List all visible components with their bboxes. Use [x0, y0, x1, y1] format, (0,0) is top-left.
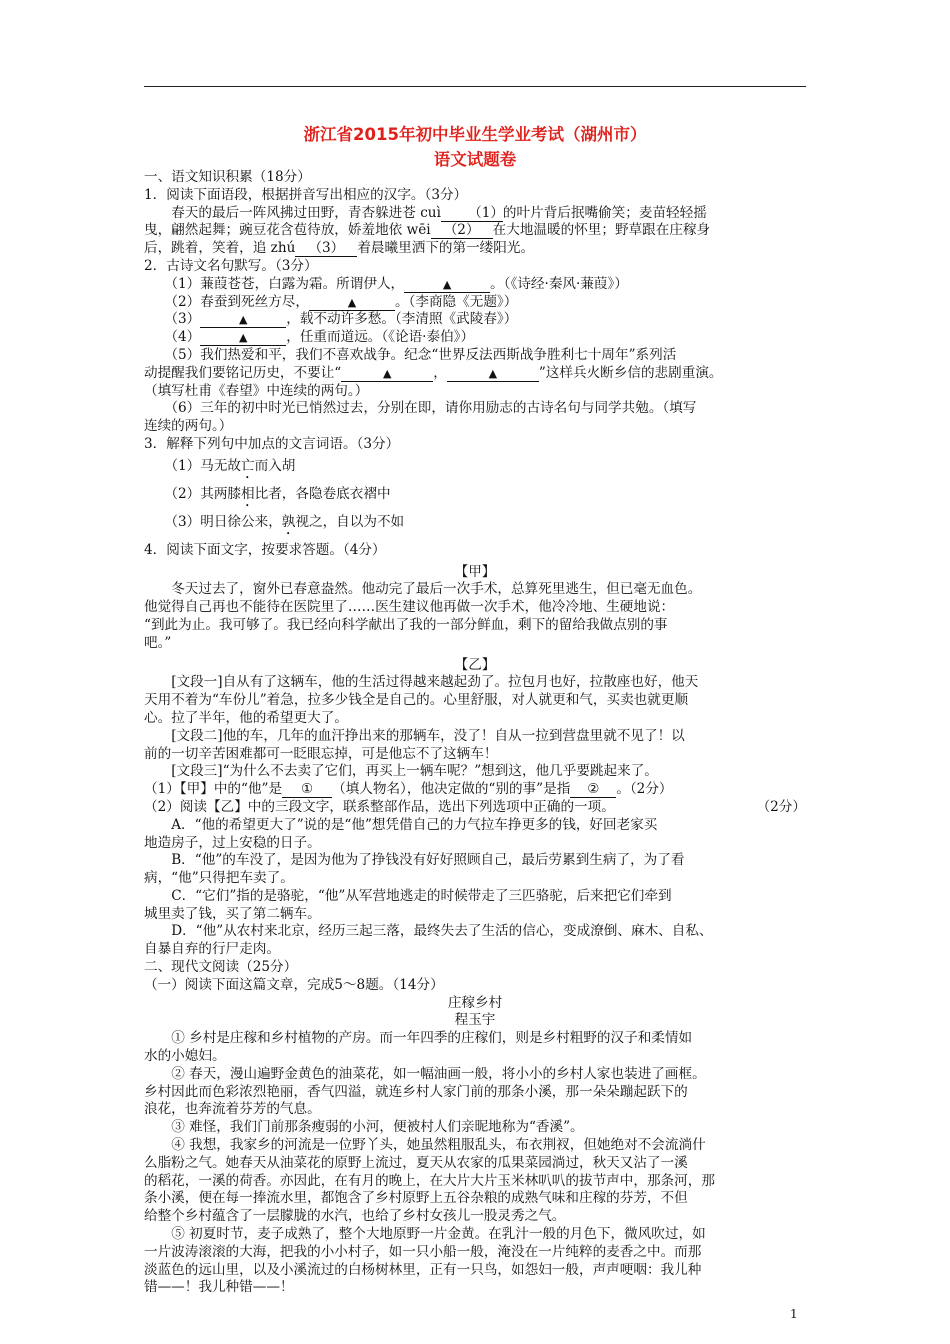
answer-blank[interactable]: ②	[570, 782, 616, 798]
question-stem: 4．阅读下面文字，按要求答题。（4分）	[144, 541, 386, 558]
sub-question: （1）【甲】中的“他”是 ① （填人物名），他决定做的“别的事”是指 ② 。（2分）	[144, 781, 673, 798]
article-paragraph-line: 条小溪，便在每一捧流水里，都饱含了乡村原野上五谷杂粮的成熟气味和庄稼的芬芳，不但	[144, 1190, 688, 1207]
poem-item: （5）我们热爱和平，我们不喜欢战争。纪念“世界反法西斯战争胜利七十周年”系列活	[164, 346, 677, 363]
answer-blank[interactable]: ▲	[200, 330, 286, 346]
option-a: A．“他的希望更大了”说的是“他”想凭借自己的力气拉车挣更多的钱，好回老家买	[171, 816, 658, 833]
exam-body	[144, 169, 806, 1297]
option-b: B．“他”的车没了，是因为他为了挣钱没有好好照顾自己，最后劳累到生病了，为了看	[171, 852, 685, 869]
answer-blank[interactable]: ▲	[341, 366, 433, 382]
question-stem: 1．阅读下面语段，根据拼音写出相应的汉字。（3分）	[144, 186, 468, 203]
page-number: 1	[790, 1307, 798, 1321]
poem-item: （2）春蚕到死丝方尽， ▲ 。（李商隐《无题》）	[164, 293, 518, 310]
passage-text: [文段一]自从有了这辆车，他的生活过得越来越起劲了。拉包月也好，拉散座也好，他天	[171, 674, 699, 691]
article-author: 程玉宇	[454, 1012, 496, 1029]
q1-paragraph-line: 曳，翩然起舞；豌豆花含苞待放，娇羞地依 wēi （2） 在大地温暖的怀里；野草跟在庄稼身	[144, 222, 711, 239]
article-paragraph-line: 淡蓝色的远山里，以及小溪流过的白杨树林里，正有一只鸟，如怨妇一般，声声哽咽：我儿种	[144, 1261, 702, 1278]
passage-text: 他觉得自己再也不能待在医院里了……医生建议他再做一次手术，他冷冷地、生硬地说：	[144, 599, 675, 616]
classical-item: （2）其两膝相比者，各隐卷底衣褶中	[164, 485, 391, 502]
article-paragraph-line: 错——！我儿种错——！	[144, 1279, 294, 1296]
article-paragraph-line: 乡村因此而色彩浓烈艳丽，香气四溢，就连乡村人家门前的那条小溪，那一朵朵蹦起跃下的	[144, 1083, 688, 1100]
article-paragraph-line: 一片波涛滚滚的大海，把我的小小村子，如一只小船一般，淹没在一片纯粹的麦香之中。而那	[144, 1243, 702, 1260]
poem-item-line: 连续的两句。）	[144, 418, 233, 435]
sub-question: （2）阅读【乙】中的三段文字，联系整部作品，选出下列选项中正确的一项。 （2分）	[144, 798, 806, 815]
article-paragraph-line: 给整个乡村蕴含了一层朦胧的水汽，也给了乡村女孩儿一股灵秀之气。	[144, 1208, 566, 1225]
passage-label: 【乙】	[454, 656, 496, 673]
classical-item: （3）明日徐公来，孰视之，自以为不如	[164, 513, 405, 530]
article-paragraph: ⑤ 初夏时节，麦子成熟了，整个大地原野一片金黄。在乳汁一般的月色下，微风吹过，如	[171, 1226, 706, 1243]
passage-text: 吧。”	[144, 634, 172, 651]
passage-label: 【甲】	[454, 563, 496, 580]
article-paragraph-line: 的稻花，一溪的荷香。亦因此，在有月的晚上，在大片大片玉米林叭叭的拔节声中，那条河，那	[144, 1172, 715, 1189]
question-stem: 3．解释下列句中加点的文言词语。（3分）	[144, 435, 400, 452]
answer-blank[interactable]: ▲	[200, 312, 286, 328]
question-stem: 2．古诗文名句默写。（3分）	[144, 257, 318, 274]
answer-blank[interactable]: ▲	[404, 277, 490, 293]
answer-blank[interactable]: ▲	[309, 295, 395, 311]
passage-text: 心。拉了半年，他的希望更大了。	[144, 709, 348, 726]
exam-subtitle: 语文试题卷	[433, 150, 517, 169]
q1-paragraph-line: 后，跳着，笑着，追 zhú （3） 着晨曦里洒下的第一缕阳光。	[144, 240, 535, 257]
passage-text: [文段三]“为什么不去卖了它们，再买上一辆车呢？”想到这，他几乎要跳起来了。	[171, 763, 658, 780]
poem-item: （1）蒹葭苍苍，白露为霜。所谓伊人， ▲ 。（《诗经·秦风·蒹葭》）	[164, 275, 628, 292]
option-c-line: 城里卖了钱，买了第二辆车。	[144, 905, 321, 922]
answer-blank[interactable]: （2）	[431, 223, 493, 239]
q1-paragraph: 春天的最后一阵风拂过田野，青杏躲进苍 cuì （1）的叶片背后抿嘴偷笑；麦苗轻轻摇	[171, 204, 707, 221]
passage-text: 前的一切辛苦困难都可一眨眼忘掉，可是他忘不了这辆车！	[144, 745, 498, 762]
option-d-line: 自暴自弃的行尸走肉。	[144, 941, 280, 958]
article-paragraph: ② 春天，漫山遍野金黄色的油菜花，如一幅油画一般，将小小的乡村人家也装进了画框。	[171, 1065, 706, 1082]
answer-blank[interactable]: （3）	[295, 241, 357, 257]
passage-text: [文段二]他的车，几年的血汗挣出来的那辆车，没了！自从一拉到营盘里就不见了！以	[171, 727, 685, 744]
poem-item: （6）三年的初中时光已悄然过去，分别在即，请你用励志的古诗名句与同学共勉。（填写	[164, 400, 697, 417]
article-paragraph: ① 乡村是庄稼和乡村植物的产房。而一年四季的庄稼们，则是乡村粗野的汉子和柔情如	[171, 1030, 693, 1047]
classical-item: （1）马无故亡而入胡	[164, 457, 296, 474]
poem-item-line: （填写杜甫《春望》中连续的两句。）	[144, 382, 369, 399]
section-subheading: （一）阅读下面这篇文章，完成5～8题。（14分）	[144, 976, 444, 993]
article-paragraph-line: 浪花，也奔流着芬芳的气息。	[144, 1101, 321, 1118]
article-paragraph: ④ 我想，我家乡的河流是一位野丫头，她虽然粗服乱头，布衣荆衩，但她绝对不会流淌什	[171, 1137, 706, 1154]
poem-item-line: 动提醒我们要铭记历史，不要让“ ▲ ， ▲ ”这样兵火断乡信的悲剧重演。	[144, 364, 723, 381]
answer-blank[interactable]: ▲	[447, 366, 539, 382]
header-rule	[144, 86, 806, 87]
article-paragraph: ③ 难怪，我们门前那条瘦弱的小河，便被村人们亲昵地称为“香溪”。	[171, 1119, 584, 1136]
answer-blank[interactable]: ①	[282, 782, 332, 798]
option-b-line: 病，“他”只得把车卖了。	[144, 870, 294, 887]
option-d: D．“他”从农村来北京，经历三起三落，最终失去了生活的信心，变成潦倒、麻木、自私、	[171, 923, 713, 940]
article-paragraph-line: 么脂粉之气。她春天从油菜花的原野上流过，夏天从农家的瓜果菜园淌过，秋天又沾了一溪	[144, 1154, 688, 1171]
poem-item: （4） ▲ ，任重而道远。（《论语·泰伯》）	[164, 329, 475, 346]
article-paragraph-line: 水的小媳妇。	[144, 1048, 226, 1065]
option-c: C．“它们”指的是骆驼，“他”从军营地逃走的时候带走了三匹骆驼，后来把它们牵到	[171, 887, 672, 904]
exam-title: 浙江省2015年初中毕业生学业考试（湖州市）	[303, 125, 647, 144]
poem-item: （3） ▲ ，载不动许多愁。（李清照《武陵春》）	[164, 311, 518, 328]
section-heading: 一、语文知识积累（18分）	[144, 169, 311, 185]
section-heading: 二、现代文阅读（25分）	[144, 959, 298, 976]
passage-text: 冬天过去了，窗外已春意盎然。他动完了最后一次手术，总算死里逃生，但已毫无血色。	[171, 581, 702, 598]
option-a-line: 地造房子，过上安稳的日子。	[144, 834, 321, 851]
answer-blank[interactable]: （1）	[441, 206, 503, 222]
passage-text: “到此为止。我可够了。我已经向科学献出了我的一部分鲜血，剩下的留给我做点别的事	[144, 616, 668, 633]
passage-text: 天用不着为“车份儿”着急，拉多少钱全是自己的。心里舒服，对人就更和气，买卖也就更顺	[144, 692, 689, 709]
article-title: 庄稼乡村	[447, 994, 503, 1011]
